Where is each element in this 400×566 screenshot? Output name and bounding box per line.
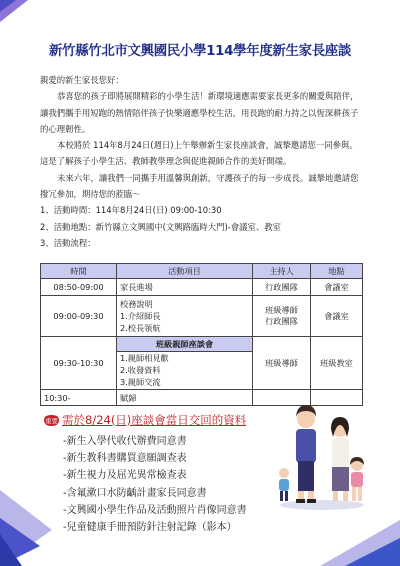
list-item: -含氟漱口水防齲計畫家長同意書 (63, 487, 207, 499)
greeting: 親愛的新生家長您好： (40, 75, 124, 85)
schedule-table (40, 263, 363, 406)
row-time: 10:30- (41, 390, 117, 406)
table-row (41, 296, 363, 337)
row-host: 班級導師 (253, 337, 311, 390)
list-item: -新生入學代收代辦費同意書 (63, 436, 187, 447)
row-time: 08:50-09:00 (41, 279, 117, 296)
activity-line: 校務說明 (120, 299, 153, 309)
table-row (41, 279, 363, 296)
row-place: 班級教室 (311, 337, 363, 390)
top-left-decoration (0, 0, 30, 24)
paragraph-event: 本校將於 114年8月24日(週日)上午舉辦新生家長座談會，誠摯邀請您一同參與。這是了解孩子小學生活、教師教學理念與促進親師合作的美好開端。 (40, 140, 358, 167)
activity-line: 1.介紹師長 (120, 311, 161, 321)
row-activity: 家長進場 (117, 279, 253, 296)
notice-heading (43, 412, 246, 428)
paragraph-intro: 恭喜您的孩子即將展開精彩的小學生活！新環境適應需要家長更多的關愛與陪伴，讓我們攜手用短跑的熱情陪伴孩子快樂適應學校生活，用長跑的耐力持之以恆深耕孩子的心理韌性。 (40, 91, 359, 134)
bottom-left-decoration (0, 490, 52, 566)
row-activity (117, 337, 253, 390)
row-place: 會議室 (311, 279, 363, 296)
host-line: 行政團隊 (265, 316, 298, 326)
documents-list (63, 433, 247, 536)
header-activity: 活動項目 (117, 264, 253, 279)
activity-line: 3.親師交流 (120, 377, 161, 387)
header-time: 時間 (41, 264, 117, 279)
letter-body (40, 72, 362, 251)
header-place: 地點 (311, 264, 363, 279)
row-time: 09:30-10:30 (41, 337, 117, 390)
info-schedule-label: 3、活動流程： (40, 237, 96, 248)
row-activity (117, 296, 253, 337)
row-activity: 賦歸 (117, 390, 253, 406)
info-time: 1、活動時間：114年8月24日(日) 09:00-10:30 (40, 205, 222, 216)
schedule-table-wrap (40, 263, 362, 406)
teacher-parent-child-illustration (272, 395, 372, 513)
svg-text:重要: 重要 (45, 416, 58, 425)
row-host (253, 296, 311, 337)
header-host: 主持人 (253, 264, 311, 279)
paragraph-invite: 未來六年，讓我們一同攜手用溫馨與創新，守護孩子的每一步成長。誠摯地邀請您撥冗參加，期待您的蒞臨～ (40, 172, 359, 200)
row-host: 行政團隊 (253, 279, 311, 296)
list-item: -兒童健康手冊預防針注射記錄（影本） (63, 522, 237, 534)
table-header-row (41, 264, 363, 279)
list-item: -文興國小學生作品及活動照片肖像同意書 (63, 504, 247, 516)
activity-line: 2.收發資料 (120, 365, 161, 375)
bottom-right-decoration (290, 520, 400, 566)
table-row (41, 337, 363, 390)
host-line: 班級導師 (265, 305, 298, 315)
list-item: -新生視力及屈光異常檢查表 (63, 470, 187, 482)
row-time: 09:00-09:30 (41, 296, 117, 337)
row-place: 會議室 (311, 296, 363, 337)
sub-session-title: 班級親師座談會 (117, 337, 252, 352)
list-item: -新生教科書購買意願調查表 (63, 453, 187, 465)
activity-line: 2.校長領航 (120, 323, 161, 333)
activity-line: 1.親師相見歡 (120, 353, 169, 363)
important-stamp-icon (43, 414, 60, 427)
info-location: 2、活動地點：新竹縣立文興國中(文興路臨時大門)-會議室、教室 (40, 221, 282, 232)
page-title: 新竹縣竹北市文興國民小學114學年度新生家長座談 (49, 44, 351, 59)
notice-title: 需於8/24(日)座談會當日交回的資料 (62, 413, 247, 427)
